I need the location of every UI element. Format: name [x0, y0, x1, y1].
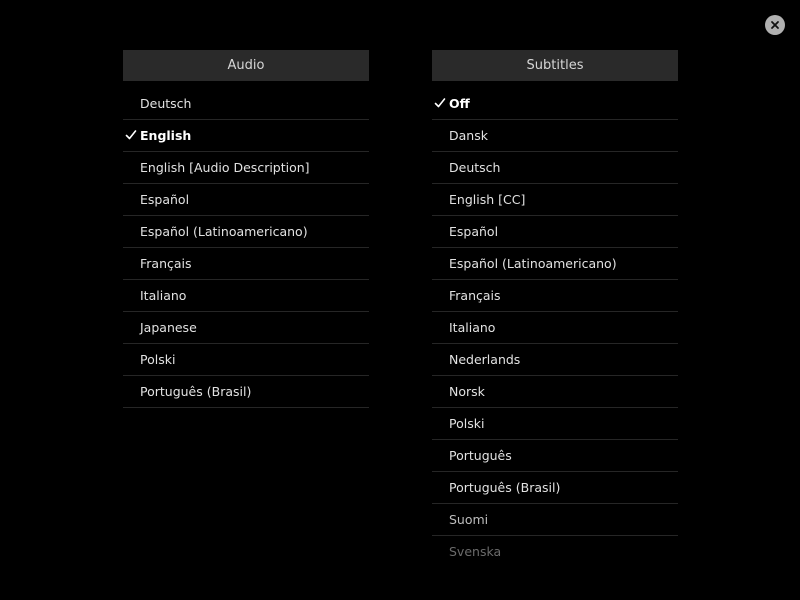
subtitle-option[interactable]: [432, 280, 678, 312]
subtitle-option[interactable]: [432, 536, 678, 567]
option-label: Nederlands: [449, 352, 521, 367]
audio-panel: [123, 50, 369, 408]
option-label: English: [140, 128, 192, 143]
audio-header: Audio: [123, 50, 369, 81]
checkmark-icon: [434, 97, 446, 109]
option-label: Deutsch: [449, 160, 501, 175]
subtitle-option[interactable]: [432, 376, 678, 408]
audio-option[interactable]: [123, 312, 369, 344]
audio-option[interactable]: [123, 376, 369, 408]
audio-option[interactable]: [123, 88, 369, 120]
audio-option[interactable]: [123, 152, 369, 184]
close-icon: [770, 20, 780, 30]
subtitle-option[interactable]: [432, 504, 678, 536]
option-label: Español: [140, 192, 190, 207]
subtitle-option[interactable]: [432, 312, 678, 344]
subtitle-option[interactable]: [432, 344, 678, 376]
option-label: Norsk: [449, 384, 485, 399]
subtitle-option[interactable]: [432, 152, 678, 184]
audio-option[interactable]: [123, 344, 369, 376]
subtitles-panel: [432, 50, 678, 567]
subtitle-option[interactable]: [432, 472, 678, 504]
audio-option[interactable]: [123, 184, 369, 216]
subtitle-option[interactable]: [432, 184, 678, 216]
option-label: Polski: [449, 416, 485, 431]
audio-option[interactable]: [123, 280, 369, 312]
option-label: Italiano: [140, 288, 187, 303]
option-label: Português: [449, 448, 512, 463]
subtitle-option[interactable]: [432, 120, 678, 152]
subtitle-option[interactable]: [432, 408, 678, 440]
option-label: Português (Brasil): [449, 480, 561, 495]
audio-option[interactable]: [123, 120, 369, 152]
option-label: Polski: [140, 352, 176, 367]
subtitles-header: Subtitles: [432, 50, 678, 81]
close-button[interactable]: [765, 15, 785, 35]
option-label: Español (Latinoamericano): [140, 224, 308, 239]
option-label: Svenska: [449, 544, 502, 559]
option-label: English [CC]: [449, 192, 526, 207]
option-label: Dansk: [449, 128, 488, 143]
subtitle-option[interactable]: [432, 216, 678, 248]
option-label: Español (Latinoamericano): [449, 256, 617, 271]
option-label: Deutsch: [140, 96, 192, 111]
audio-list: [123, 88, 369, 408]
option-label: English [Audio Description]: [140, 160, 310, 175]
subtitle-option[interactable]: [432, 440, 678, 472]
option-label: Français: [140, 256, 192, 271]
option-label: Português (Brasil): [140, 384, 252, 399]
subtitles-list: [432, 88, 678, 567]
option-label: Español: [449, 224, 499, 239]
subtitle-option[interactable]: [432, 248, 678, 280]
option-label: Italiano: [449, 320, 496, 335]
subtitle-option[interactable]: [432, 88, 678, 120]
option-label: Off: [449, 96, 470, 111]
audio-option[interactable]: [123, 216, 369, 248]
audio-option[interactable]: [123, 248, 369, 280]
option-label: Suomi: [449, 512, 489, 527]
option-label: Français: [449, 288, 501, 303]
checkmark-icon: [125, 129, 137, 141]
option-label: Japanese: [140, 320, 197, 335]
